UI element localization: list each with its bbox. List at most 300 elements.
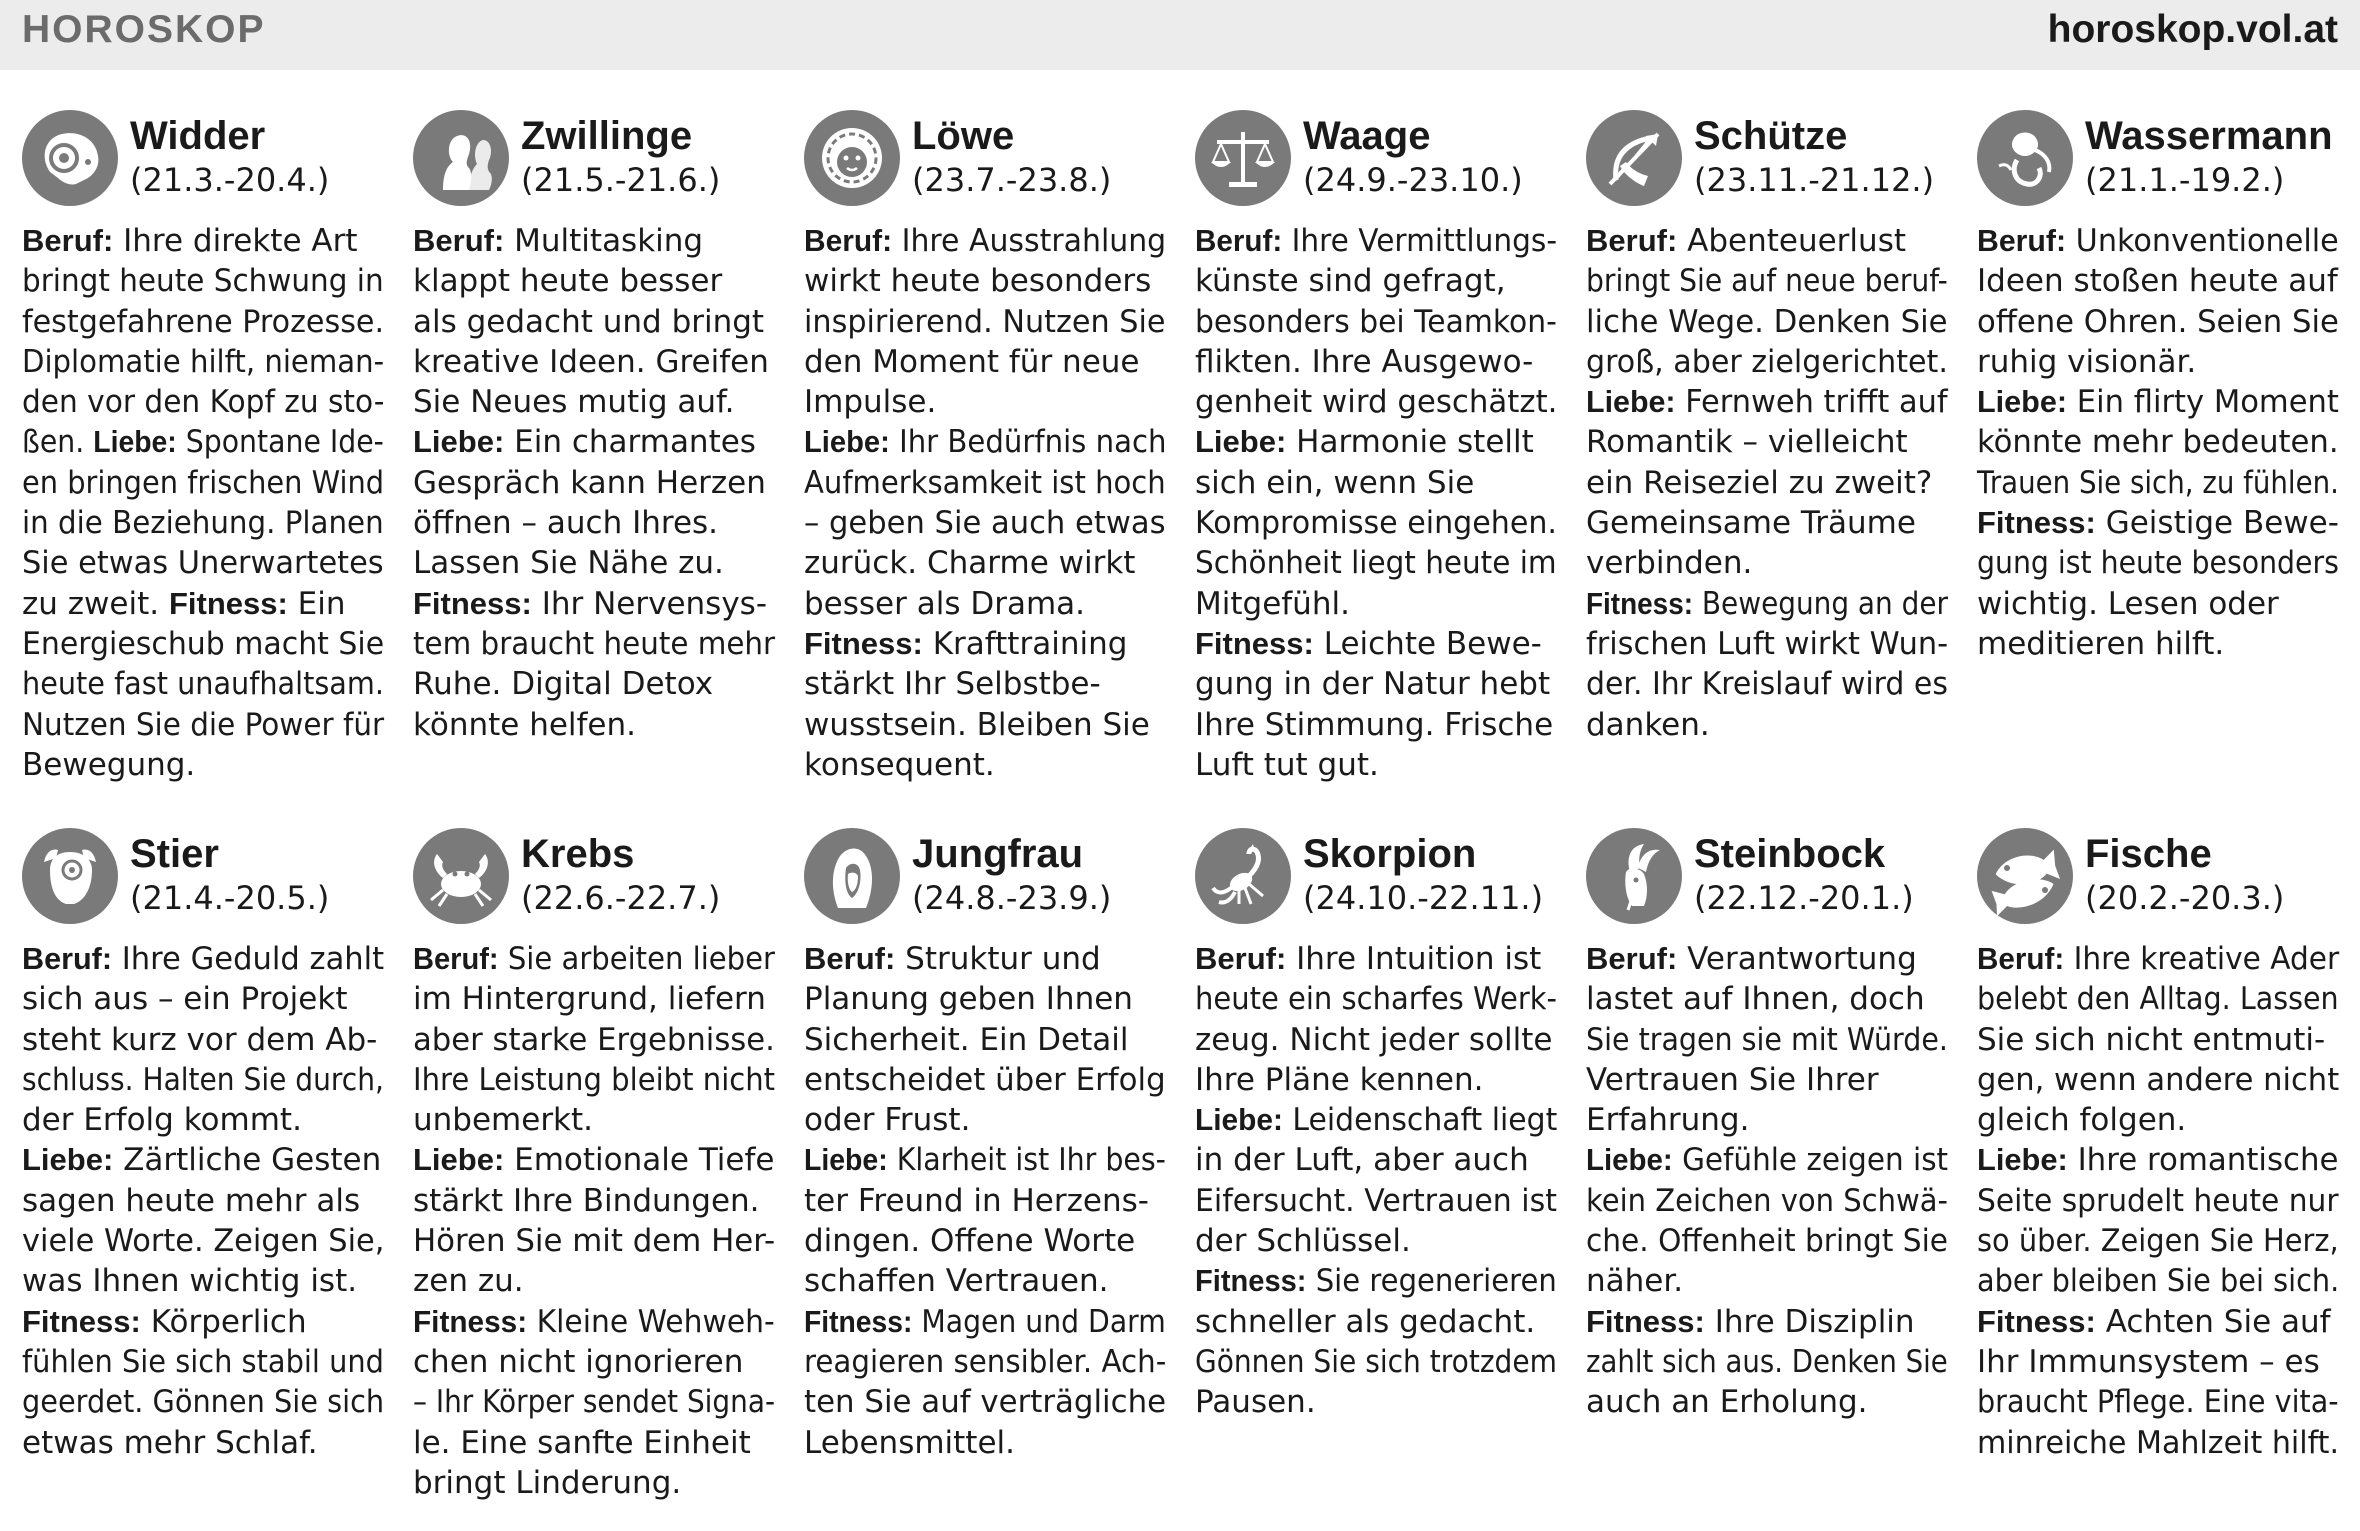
text-segment: Ein flirty Moment — [2067, 384, 2339, 421]
text-segment: Schönheit liegt heute im — [1195, 545, 1557, 582]
text-segment: tem braucht heute mehr — [413, 625, 776, 662]
text-segment: Kleine Wehweh- — [527, 1303, 775, 1340]
text-segment: der Erfolg kommt. — [22, 1102, 302, 1139]
text-line — [1977, 261, 2339, 301]
text-line — [1195, 705, 1557, 745]
text-line — [804, 382, 1166, 422]
text-line — [1195, 1221, 1557, 1261]
text-line — [1586, 584, 1948, 624]
text-line — [413, 1463, 775, 1503]
text-segment: kein Zeichen von Schwä- — [1586, 1182, 1948, 1219]
text-line — [22, 1181, 384, 1221]
text-segment: ein Reiseziel zu zweit? — [1586, 464, 1933, 501]
category-label: Fitness: — [168, 585, 288, 621]
category-label: Beruf: — [22, 223, 114, 258]
text-line — [1586, 261, 1948, 301]
text-segment: reagieren sensibler. Ach- — [804, 1343, 1167, 1380]
text-segment: Gefühle zeigen ist — [1672, 1142, 1949, 1179]
text-line — [413, 342, 775, 382]
text-line — [804, 1423, 1166, 1463]
text-segment: offene Ohren. Seien Sie — [1977, 303, 2339, 340]
text-line — [22, 1261, 384, 1301]
fish-icon — [1977, 828, 2073, 924]
text-segment: Leidenschaft liegt — [1282, 1102, 1558, 1139]
text-line — [1977, 1060, 2340, 1100]
text-line — [1977, 1181, 2339, 1221]
text-line — [804, 584, 1166, 624]
text-line — [1195, 1181, 1557, 1221]
text-segment: chen nicht ignorieren — [413, 1343, 744, 1380]
horoscope-text — [22, 939, 384, 1463]
text-segment: Gönnen Sie sich trotzdem — [1195, 1343, 1557, 1380]
category-label: Fitness: — [413, 1303, 528, 1339]
text-segment: zu zweit. — [22, 585, 169, 622]
category-label: Beruf: — [1586, 223, 1678, 258]
text-line — [804, 1261, 1166, 1301]
text-line — [1195, 261, 1557, 301]
text-line — [1195, 1382, 1557, 1422]
sign-name: Schütze — [1694, 114, 1848, 158]
text-segment: minreiche Mahlzeit hilft. — [1977, 1424, 2340, 1461]
text-line — [22, 745, 384, 785]
horoscope-text — [1977, 939, 2339, 1463]
text-line — [1195, 302, 1557, 342]
text-line — [1195, 1261, 1557, 1301]
text-line — [1977, 1020, 2339, 1060]
text-line — [22, 939, 385, 979]
text-segment: Ruhe. Digital Detox — [413, 666, 714, 703]
sign-name: Löwe — [912, 114, 1015, 158]
text-segment: Lebensmittel. — [804, 1424, 1016, 1461]
text-line — [1586, 705, 1948, 745]
horoscope-text — [413, 221, 775, 745]
text-line — [804, 979, 1166, 1019]
text-segment: bringt heute Schwung in — [22, 263, 384, 300]
text-line — [1977, 1302, 2339, 1342]
text-segment: sich ein, wenn Sie — [1195, 464, 1475, 501]
text-segment: Geistige Bewe- — [2095, 505, 2339, 542]
text-line — [1977, 503, 2339, 543]
horoscope-text — [1195, 939, 1557, 1423]
text-line — [1977, 382, 2339, 422]
text-segment: Zärtliche Gesten — [113, 1142, 382, 1179]
text-segment: Ihre Disziplin — [1704, 1303, 1915, 1340]
text-segment: künste sind gefragt, — [1195, 263, 1506, 300]
sign-name: Wassermann — [2085, 114, 2333, 158]
text-segment: inspirierend. Nutzen Sie — [804, 303, 1166, 340]
text-line — [413, 584, 775, 624]
category-label: Beruf: — [1977, 223, 2067, 258]
text-segment: dingen. Offene Worte — [804, 1223, 1136, 1260]
text-segment: oder Frust. — [804, 1102, 971, 1139]
text-segment: etwas mehr Schlaf. — [22, 1424, 318, 1461]
text-line — [1977, 979, 2339, 1019]
category-label: Fitness: — [1586, 585, 1694, 621]
text-segment: Gemeinsame Träume — [1586, 505, 1916, 542]
ibex-icon — [1586, 828, 1682, 924]
text-line — [22, 1302, 384, 1342]
text-line — [413, 302, 775, 342]
sign-dates: (23.11.-21.12.) — [1694, 161, 1935, 199]
text-segment: Klarheit ist Ihr bes- — [887, 1142, 1166, 1179]
horoscope-text — [1195, 221, 1557, 785]
text-segment: sich aus – ein Projekt — [22, 981, 348, 1018]
text-line — [1195, 584, 1557, 624]
category-label: Liebe: — [1977, 1142, 2068, 1178]
category-label: Liebe: — [804, 1142, 888, 1178]
text-segment: zen zu. — [413, 1263, 524, 1300]
text-segment: Verantwortung — [1677, 941, 1917, 977]
text-line — [1586, 1060, 1948, 1100]
text-segment: Planung geben Ihnen — [804, 981, 1133, 1018]
sign-dates: (22.12.-20.1.) — [1694, 879, 1914, 917]
text-segment: Ihr Bedürfnis nach — [889, 424, 1167, 461]
sign-dates: (24.9.-23.10.) — [1303, 161, 1523, 199]
text-line — [804, 342, 1166, 382]
category-label: Fitness: — [22, 1303, 141, 1339]
text-line — [1586, 382, 1948, 422]
text-segment: – geben Sie auch etwas — [804, 505, 1166, 542]
category-label: Liebe: — [1195, 424, 1287, 460]
text-segment: Ihre Ausstrahlung — [892, 223, 1167, 259]
category-label: Liebe: — [1977, 384, 2068, 420]
text-line — [1586, 302, 1948, 342]
text-line — [413, 1261, 775, 1301]
text-line — [1195, 1020, 1557, 1060]
archer-icon — [1586, 110, 1682, 206]
horoscope-text — [22, 221, 384, 785]
text-line — [1195, 1342, 1557, 1382]
category-label: Fitness: — [413, 585, 532, 621]
horoscope-text — [413, 939, 775, 1503]
text-segment: Hören Sie mit dem Her- — [413, 1223, 776, 1260]
text-line — [22, 422, 384, 462]
text-segment: viele Worte. Zeigen Sie, — [22, 1223, 385, 1260]
text-line — [413, 503, 775, 543]
text-line — [22, 261, 384, 301]
text-segment: groß, aber zielgerichtet. — [1586, 343, 1948, 380]
text-line — [1977, 1221, 2339, 1261]
text-segment: Kompromisse eingehen. — [1195, 505, 1557, 542]
horoscope-text — [1977, 221, 2339, 664]
sign-name: Stier — [130, 832, 219, 876]
text-line — [1195, 342, 1557, 382]
text-segment: Ihr Immunsystem – es — [1977, 1343, 2320, 1380]
text-segment: gen, wenn andere nicht — [1977, 1061, 2340, 1098]
text-line — [804, 543, 1166, 583]
text-line — [1977, 1140, 2337, 1180]
text-line — [413, 422, 775, 462]
horoscope-text — [804, 221, 1166, 785]
text-segment: Ein charmantes — [504, 424, 756, 461]
horoscope-text — [804, 939, 1166, 1463]
text-segment: Sie Neues mutig auf. — [413, 384, 735, 421]
text-segment: aber starke Ergebnisse. — [413, 1021, 775, 1058]
text-segment: ruhig visionär. — [1977, 343, 2197, 380]
sign-dates: (22.6.-22.7.) — [521, 879, 721, 917]
text-line — [1586, 1302, 1948, 1342]
text-line — [804, 1140, 1166, 1180]
text-segment: Pausen. — [1195, 1384, 1316, 1421]
sign-name: Jungfrau — [912, 832, 1084, 876]
text-segment: aber bleiben Sie bei sich. — [1977, 1263, 2340, 1300]
text-segment: Ihre direkte Art — [113, 223, 358, 259]
text-segment: ßen. — [22, 424, 94, 461]
text-line — [1586, 1261, 1948, 1301]
text-line — [22, 382, 385, 422]
text-segment: danken. — [1586, 706, 1710, 743]
category-label: Beruf: — [1195, 223, 1283, 258]
virgin-icon — [804, 828, 900, 924]
category-label: Fitness: — [1977, 505, 2096, 541]
text-segment: fühlen Sie sich stabil und — [22, 1343, 384, 1380]
text-line — [1586, 1100, 1948, 1140]
text-segment: Ihre Vermittlungs- — [1282, 223, 1558, 259]
text-line — [804, 1342, 1167, 1382]
text-line — [804, 624, 1166, 664]
text-line — [413, 1302, 775, 1342]
text-line — [413, 543, 775, 583]
text-line — [804, 1020, 1166, 1060]
text-segment: Spontane Ide- — [176, 424, 384, 461]
text-segment: geerdet. Gönnen Sie sich — [22, 1384, 385, 1421]
category-label: Liebe: — [413, 1142, 505, 1178]
scorpion-icon — [1195, 828, 1291, 924]
text-segment: schluss. Halten Sie durch, — [22, 1061, 384, 1098]
text-line — [1195, 1302, 1557, 1342]
text-line — [1586, 342, 1948, 382]
text-segment: che. Offenheit bringt Sie — [1586, 1223, 1949, 1260]
text-line — [804, 664, 1166, 704]
text-segment: genheit wird geschätzt. — [1195, 384, 1558, 421]
text-line — [804, 261, 1166, 301]
text-segment: Romantik – vielleicht — [1586, 424, 1908, 461]
text-segment: Ihre Pläne kennen. — [1195, 1061, 1484, 1098]
text-segment: der Schlüssel. — [1195, 1223, 1411, 1260]
text-line — [804, 1302, 1166, 1342]
text-segment: gung ist heute besonders — [1977, 545, 2339, 582]
text-segment: als gedacht und bringt — [413, 303, 765, 340]
text-segment: Sie arbeiten lieber — [498, 941, 775, 977]
text-segment: – Ihr Körper sendet Signa- — [413, 1384, 776, 1421]
category-label: Beruf: — [804, 941, 896, 976]
text-line — [1586, 1221, 1949, 1261]
lion-icon — [804, 110, 900, 206]
text-segment: Harmonie stellt — [1286, 424, 1534, 461]
text-line — [413, 1140, 775, 1180]
text-line — [22, 1060, 384, 1100]
text-segment: kreative Ideen. Greifen — [413, 343, 769, 380]
sign-dates: (20.2.-20.3.) — [2085, 879, 2285, 917]
text-segment: in die Beziehung. Planen — [22, 505, 384, 542]
text-line — [1195, 1140, 1557, 1180]
category-label: Liebe: — [22, 1142, 114, 1178]
text-line — [1586, 1382, 1948, 1422]
text-segment: könnte helfen. — [413, 706, 637, 743]
text-segment: den vor den Kopf zu sto- — [22, 384, 385, 421]
category-label: Beruf: — [1195, 941, 1287, 976]
text-segment: ten Sie auf verträgliche — [804, 1384, 1167, 1421]
text-line — [413, 705, 775, 745]
category-label: Beruf: — [1586, 941, 1678, 976]
category-label: Liebe: — [1586, 1142, 1673, 1178]
text-segment: meditieren hilft. — [1977, 625, 2225, 662]
text-line — [804, 463, 1166, 503]
text-line — [1586, 1342, 1948, 1382]
text-line — [1977, 1100, 2339, 1140]
text-segment: Ideen stoßen heute auf — [1977, 263, 2338, 300]
text-line — [1195, 221, 1558, 261]
sign-name: Waage — [1303, 114, 1431, 158]
scales-icon — [1195, 110, 1291, 206]
text-segment: Ihre Intuition ist — [1286, 941, 1542, 977]
text-line — [1977, 342, 2339, 382]
text-line — [413, 221, 775, 261]
text-segment: gleich folgen. — [1977, 1102, 2187, 1139]
text-line — [413, 463, 775, 503]
text-line — [413, 1382, 776, 1422]
text-line — [1977, 422, 2339, 462]
text-line — [1586, 979, 1948, 1019]
text-segment: zurück. Charme wirkt — [804, 545, 1136, 582]
text-segment: Unkonventionelle — [2066, 223, 2339, 259]
text-segment: Mitgefühl. — [1195, 585, 1350, 622]
text-line — [22, 705, 385, 745]
horoscope-text — [1586, 939, 1948, 1423]
text-segment: en bringen frischen Wind — [22, 464, 385, 501]
text-segment: entscheidet über Erfolg — [804, 1061, 1166, 1098]
text-line — [1195, 503, 1557, 543]
sign-name: Fische — [2085, 832, 2212, 876]
text-segment: Abenteuerlust — [1677, 223, 1906, 259]
text-line — [413, 1181, 775, 1221]
text-line — [804, 221, 1167, 261]
text-segment: Ihre romantische — [2067, 1142, 2339, 1179]
category-label: Fitness: — [1977, 1303, 2096, 1339]
text-segment: Ihr Nervensys- — [531, 585, 768, 622]
text-segment: Luft tut gut. — [1195, 746, 1379, 783]
text-segment: Eifersucht. Vertrauen ist — [1195, 1182, 1557, 1219]
text-line — [413, 1221, 776, 1261]
text-segment: Nutzen Sie die Power für — [22, 706, 385, 743]
text-line — [804, 503, 1166, 543]
text-line — [1977, 302, 2339, 342]
text-segment: belebt den Alltag. Lassen — [1977, 981, 2339, 1018]
text-segment: Ihre Geduld zahlt — [112, 941, 385, 977]
site-name: horoskop.vol.at — [2047, 8, 2338, 51]
text-line — [804, 705, 1166, 745]
text-segment: Ihre Leistung bleibt nicht — [413, 1061, 776, 1098]
text-line — [22, 1020, 384, 1060]
text-segment: Erfahrung. — [1586, 1102, 1750, 1139]
sign-name: Widder — [130, 114, 266, 158]
text-segment: Sicherheit. Ein Detail — [804, 1021, 1129, 1058]
text-line — [413, 979, 775, 1019]
sign-dates: (23.7.-23.8.) — [912, 161, 1112, 199]
text-line — [1195, 664, 1557, 704]
text-segment: besonders bei Teamkon- — [1195, 303, 1557, 340]
text-segment: unbemerkt. — [413, 1102, 594, 1139]
text-line — [22, 221, 384, 261]
text-line — [22, 342, 385, 382]
text-line — [1195, 422, 1557, 462]
text-line — [1977, 1342, 2339, 1382]
text-line — [1977, 543, 2339, 583]
text-line — [413, 624, 776, 664]
text-segment: der. Ihr Kreislauf wird es — [1586, 666, 1948, 703]
text-segment: bringt Linderung. — [413, 1464, 682, 1501]
category-label: Beruf: — [413, 223, 505, 258]
text-segment: stärkt Ihr Selbstbe- — [804, 666, 1101, 703]
text-segment: wusstsein. Bleiben Sie — [804, 706, 1150, 743]
text-line — [1195, 1060, 1557, 1100]
category-label: Beruf: — [22, 941, 113, 976]
text-segment: Emotionale Tiefe — [504, 1142, 775, 1179]
text-segment: festgefahrene Prozesse. — [22, 303, 385, 340]
text-line — [22, 979, 384, 1019]
text-segment: heute fast unaufhaltsam. — [22, 666, 384, 703]
text-line — [22, 463, 385, 503]
category-label: Liebe: — [1195, 1102, 1283, 1138]
ram-icon — [22, 110, 118, 206]
text-segment: konsequent. — [804, 746, 995, 783]
text-line — [1586, 1140, 1949, 1180]
text-line — [804, 745, 1166, 785]
text-line — [804, 1221, 1166, 1261]
sign-dates: (21.5.-21.6.) — [521, 161, 721, 199]
page-header — [0, 0, 2360, 70]
text-line — [1586, 1181, 1948, 1221]
sign-name: Krebs — [521, 832, 635, 876]
text-line — [1977, 1261, 2340, 1301]
text-segment: klappt heute besser — [413, 263, 723, 300]
text-line — [804, 939, 1166, 979]
page-title: HOROSKOP — [22, 8, 266, 51]
text-line — [1586, 463, 1948, 503]
text-line — [22, 1382, 385, 1422]
text-segment: Körperlich — [140, 1303, 307, 1340]
text-segment: verbinden. — [1586, 545, 1753, 582]
text-segment: Sie regenerieren — [1306, 1263, 1557, 1300]
text-segment: zahlt sich aus. Denken Sie — [1586, 1343, 1948, 1380]
text-line — [413, 1100, 775, 1140]
text-line — [22, 1140, 384, 1180]
sign-name: Steinbock — [1694, 832, 1886, 876]
sign-dates: (21.1.-19.2.) — [2085, 161, 2285, 199]
text-line — [1586, 503, 1948, 543]
text-segment: Krafttraining — [922, 625, 1128, 662]
text-segment: besser als Drama. — [804, 585, 1085, 622]
text-segment: le. Eine sanfte Einheit — [413, 1424, 751, 1461]
text-line — [413, 261, 775, 301]
text-line — [1586, 624, 1949, 664]
text-line — [22, 503, 384, 543]
text-segment: Energieschub macht Sie — [22, 625, 385, 662]
text-segment: Ihre Stimmung. Frische — [1195, 706, 1554, 743]
text-segment: steht kurz vor dem Ab- — [22, 1021, 378, 1058]
text-segment: Sie etwas Unerwartetes — [22, 545, 384, 582]
text-line — [413, 664, 775, 704]
crab-icon — [413, 828, 509, 924]
text-segment: auch an Erholung. — [1586, 1384, 1868, 1421]
text-line — [1195, 463, 1557, 503]
text-segment: was Ihnen wichtig ist. — [22, 1263, 358, 1300]
text-line — [1586, 221, 1948, 261]
category-label: Liebe: — [93, 424, 177, 460]
text-segment: wichtig. Lesen oder — [1977, 585, 2279, 622]
sign-name: Skorpion — [1303, 832, 1477, 876]
category-label: Fitness: — [1586, 1303, 1705, 1339]
